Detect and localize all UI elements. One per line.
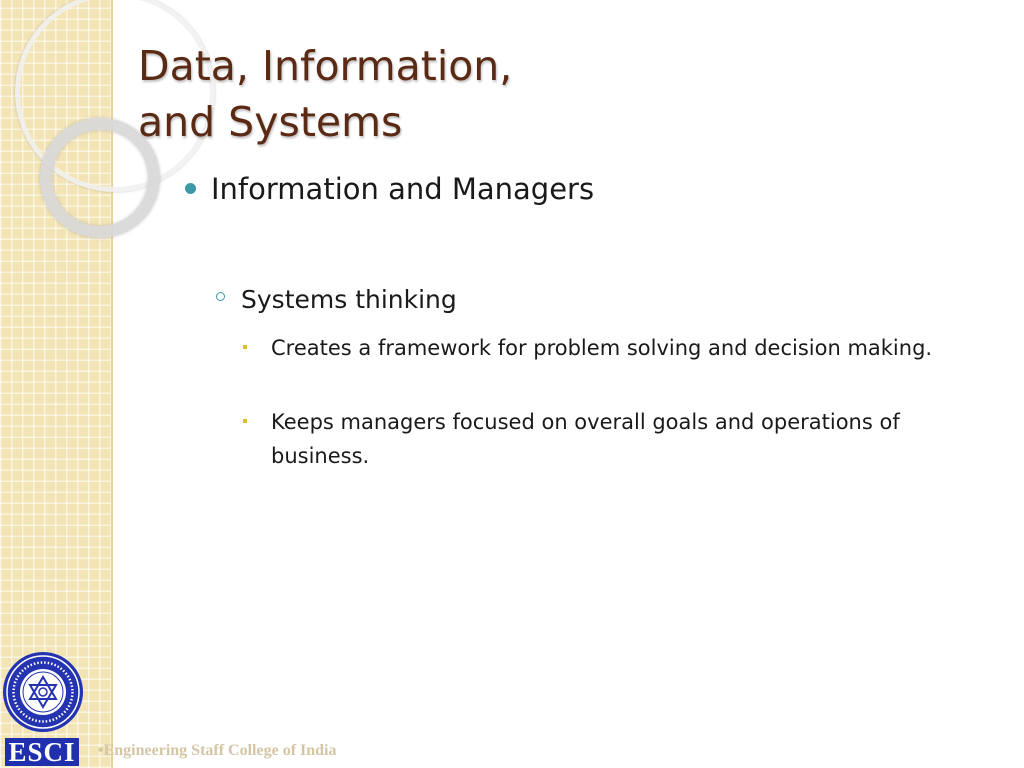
slide-title-line-2: and Systems xyxy=(138,98,403,146)
bullet-level-3 xyxy=(243,405,983,473)
bullet-level-1 xyxy=(185,172,594,206)
bullet-level-2-text: Systems thinking xyxy=(241,285,457,314)
slide-footer: •Engineering Staff College of India xyxy=(98,742,337,759)
bullet-level-3 xyxy=(243,331,983,365)
slide-title-line-1: Data, Information, xyxy=(138,42,513,90)
college-seal-logo xyxy=(2,651,84,733)
bullet-level-2 xyxy=(216,285,457,314)
bullet-level-3-text: Keeps managers focused on overall goals and operations of business. xyxy=(271,410,900,468)
bullet-level-1-text: Information and Managers xyxy=(211,172,595,206)
college-logo-wordmark: ESCI xyxy=(5,738,79,766)
round-bullet-icon xyxy=(185,183,196,194)
square-bullet-icon xyxy=(243,419,247,423)
hollow-circle-bullet-icon xyxy=(216,292,225,301)
slide-title xyxy=(138,38,698,150)
bullet-level-3-text: Creates a framework for problem solving and decision making. xyxy=(271,336,933,360)
square-bullet-icon xyxy=(243,345,247,349)
